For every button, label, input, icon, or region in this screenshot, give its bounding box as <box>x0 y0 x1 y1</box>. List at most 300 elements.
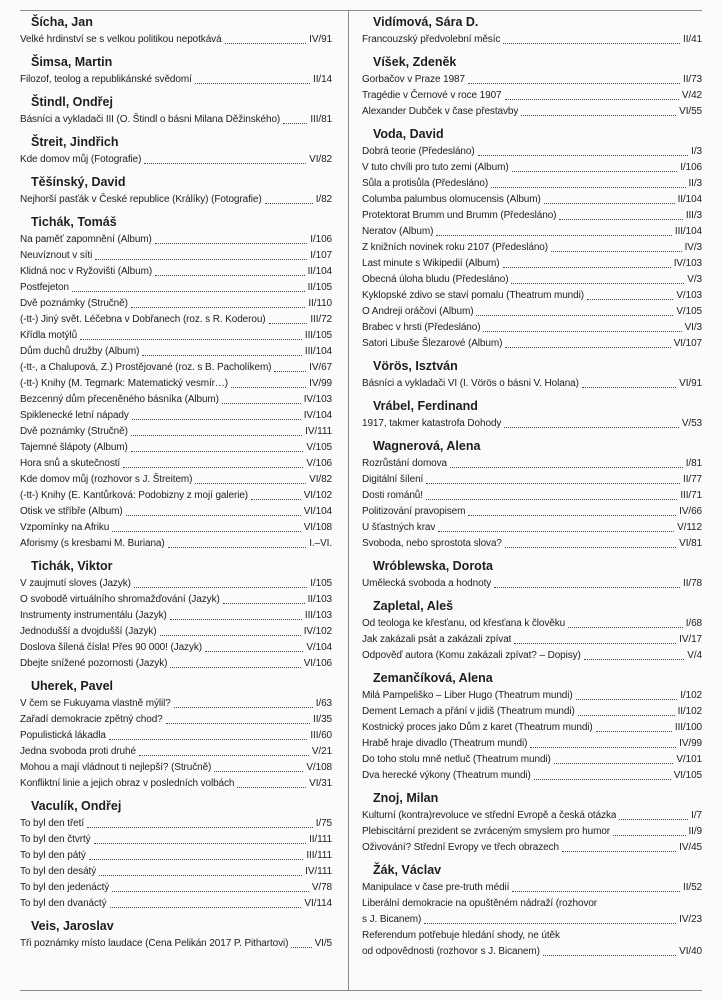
entry-ref: IV/67 <box>309 362 332 373</box>
dot-leader <box>195 483 306 484</box>
entry-ref: II/3 <box>688 178 702 189</box>
entry-ref: VI/81 <box>679 538 702 549</box>
entry-title: To byl den desátý <box>20 866 97 877</box>
entry-ref: V/42 <box>681 90 702 101</box>
author-name: Voda, David <box>373 127 444 141</box>
dot-leader <box>168 547 307 548</box>
dot-leader <box>155 275 305 276</box>
index-entry <box>362 824 702 840</box>
dot-leader <box>424 923 676 924</box>
index-entry <box>20 328 332 344</box>
entry-ref: II/52 <box>683 882 702 893</box>
dot-leader <box>438 531 674 532</box>
author-name: Vaculík, Ondřej <box>31 799 122 813</box>
dot-leader <box>511 283 684 284</box>
index-entry <box>362 768 702 784</box>
entry-ref: I/63 <box>315 698 332 709</box>
entry-ref: IV/3 <box>684 242 702 253</box>
entry-title: To byl den čtvrtý <box>20 834 91 845</box>
index-entry <box>362 840 702 856</box>
dot-leader <box>476 315 673 316</box>
index-entry <box>20 312 332 328</box>
entry-ref: V/105 <box>676 306 702 317</box>
author-section <box>20 175 332 208</box>
dot-leader <box>155 243 307 244</box>
entry-ref: III/103 <box>304 610 332 621</box>
entry-title: Doslova šílená čísla! Přes 90 000! (Jazyk) <box>20 642 202 653</box>
entry-title: Z knižních novinek roku 2107 (Předesláno) <box>362 242 549 253</box>
index-entry <box>362 72 702 88</box>
author-name: Uherek, Pavel <box>31 679 113 693</box>
author-name: Zemančíková, Alena <box>373 671 493 685</box>
dot-leader <box>436 235 672 236</box>
index-entry <box>362 144 702 160</box>
index-entry <box>362 456 702 472</box>
dot-leader <box>619 819 688 820</box>
index-entry <box>20 232 332 248</box>
entry-ref: I/107 <box>310 250 332 261</box>
entry-title: Dům duchů družby (Album) <box>20 346 140 357</box>
entry-title: Básníci a vykladači VI (I. Vörös o básni V. Holana) <box>362 378 579 389</box>
index-entry <box>20 696 332 712</box>
entry-ref: V/105 <box>306 442 332 453</box>
author-name: Štreit, Jindřich <box>31 135 119 149</box>
entry-ref: V/112 <box>677 522 702 533</box>
dot-leader <box>89 859 304 860</box>
entry-ref: VI/107 <box>673 338 702 349</box>
dot-leader <box>174 707 313 708</box>
author-section <box>362 15 702 48</box>
entry-ref: IV/99 <box>309 378 332 389</box>
entry-ref: V/4 <box>687 650 702 661</box>
dot-leader <box>554 763 674 764</box>
index-entry <box>20 248 332 264</box>
entry-ref: IV/91 <box>309 34 332 45</box>
index-entry <box>362 808 702 824</box>
author-name: Šimsa, Martin <box>31 55 113 69</box>
dot-leader <box>568 627 683 628</box>
entry-ref: I/7 <box>691 810 702 821</box>
entry-title: Satori Libuše Šlezarové (Album) <box>362 338 503 349</box>
entry-ref: I/106 <box>680 162 702 173</box>
dot-leader <box>170 667 300 668</box>
entry-ref: V/101 <box>676 754 702 765</box>
index-entry <box>20 360 332 376</box>
dot-leader <box>491 187 685 188</box>
entry-title: (-tt-) Jiný svět. Léčebna v Dobřanech (roz. s R. Koderou) <box>20 314 266 325</box>
dot-leader <box>251 499 301 500</box>
entry-title: Kulturní (kontra)revoluce ve střední Evropě a česká otázka <box>362 810 617 821</box>
index-entry <box>20 32 332 48</box>
index-entry <box>362 104 702 120</box>
dot-leader <box>478 155 689 156</box>
entry-ref: V/103 <box>676 290 702 301</box>
author-name: Těšínský, David <box>31 175 126 189</box>
left-column <box>20 13 332 990</box>
entry-title: Populistická lákadla <box>20 730 106 741</box>
author-section <box>20 15 332 48</box>
entry-title: V tuto chvíli pro tuto zemi (Album) <box>362 162 509 173</box>
entry-title: Oživování? Střední Evropy ve třech obrazech <box>362 842 559 853</box>
index-entry <box>20 744 332 760</box>
index-entry <box>362 704 702 720</box>
dot-leader <box>112 531 300 532</box>
index-entry <box>20 712 332 728</box>
index-entry <box>20 440 332 456</box>
author-section <box>20 215 332 552</box>
entry-title: Plebiscitární prezident se zvráceným smyslem pro humor <box>362 826 611 837</box>
entry-title: Alexander Dubček v čase přestavby <box>362 106 519 117</box>
index-entry <box>20 816 332 832</box>
author-section <box>20 799 332 912</box>
index-entry <box>20 776 332 792</box>
entry-title: Jednodušší a dvojdušší (Jazyk) <box>20 626 157 637</box>
dot-leader <box>131 307 305 308</box>
entry-title: Jak zakázali psát a zakázali zpívat <box>362 634 512 645</box>
entry-ref: I/102 <box>680 690 702 701</box>
dot-leader <box>95 259 307 260</box>
author-name: Vörös, Isztván <box>373 359 458 373</box>
entry-ref: II/35 <box>313 714 332 725</box>
author-section <box>20 55 332 88</box>
dot-leader <box>578 715 675 716</box>
index-entry <box>362 944 702 960</box>
entry-ref: V/108 <box>306 762 332 773</box>
entry-title: Bezcenný dům přeceněného básníka (Album) <box>20 394 219 405</box>
entry-title: Neratov (Album) <box>362 226 434 237</box>
entry-title: V čem se Fukuyama vlastně mýlil? <box>20 698 171 709</box>
entry-ref: V/3 <box>687 274 702 285</box>
dot-leader <box>223 603 305 604</box>
entry-title: Dvě poznámky (Stručně) <box>20 426 128 437</box>
index-entry <box>362 536 702 552</box>
dot-leader <box>222 403 301 404</box>
entry-title: U šťastných krav <box>362 522 436 533</box>
entry-title: Brabec v hrsti (Předesláno) <box>362 322 481 333</box>
dot-leader <box>468 515 676 516</box>
index-entry <box>20 848 332 864</box>
entry-title: Velké hrdinství se s velkou politikou nepotkává <box>20 34 222 45</box>
author-section <box>20 679 332 792</box>
bottom-rule <box>20 990 702 991</box>
author-name: Žák, Václav <box>373 863 442 877</box>
author-section <box>20 95 332 128</box>
author-name: Znoj, Milan <box>373 791 439 805</box>
column-divider <box>348 11 349 990</box>
entry-title: Klidná noc v Ryžovišti (Album) <box>20 266 153 277</box>
entry-ref: II/105 <box>307 282 332 293</box>
entry-ref: IV/17 <box>679 634 702 645</box>
dot-leader <box>291 947 311 948</box>
dot-leader <box>110 907 302 908</box>
entry-ref: II/103 <box>307 594 332 605</box>
entry-title: Tragédie v Černové v roce 1907 <box>362 90 502 101</box>
dot-leader <box>131 451 304 452</box>
entry-ref: VI/91 <box>679 378 702 389</box>
entry-ref: I/105 <box>310 578 332 589</box>
author-name: Víšek, Zdeněk <box>373 55 457 69</box>
dot-leader <box>582 387 676 388</box>
entry-title: Aforismy (s kresbami M. Buriana) <box>20 538 165 549</box>
entry-title: Mohou a mají vládnout ti nejlepší? (Stručně) <box>20 762 212 773</box>
index-entry <box>20 656 332 672</box>
dot-leader <box>544 203 675 204</box>
entry-title: Instrumenty instrumentálu (Jazyk) <box>20 610 167 621</box>
index-entry <box>20 392 332 408</box>
dot-leader <box>166 723 310 724</box>
entry-title: O svobodě virtuálního shromažďování (Jazyk) <box>20 594 220 605</box>
entry-title: Spiklenecké letní nápady <box>20 410 129 421</box>
entry-ref: III/60 <box>310 730 332 741</box>
entry-ref: II/104 <box>307 266 332 277</box>
entry-ref: VI/105 <box>673 770 702 781</box>
entry-continuation-line: Referendum potřebuje hledání shody, ne útěk <box>362 930 560 941</box>
author-name: Tichák, Tomáš <box>31 215 117 229</box>
entry-ref: I/68 <box>685 618 702 629</box>
author-section <box>362 791 702 856</box>
dot-leader <box>139 755 309 756</box>
index-entry <box>20 344 332 360</box>
entry-ref: IV/102 <box>303 626 332 637</box>
dot-leader <box>505 99 679 100</box>
entry-ref: VI/3 <box>684 322 702 333</box>
index-entry <box>20 296 332 312</box>
index-entry <box>362 208 702 224</box>
entry-ref: II/41 <box>683 34 702 45</box>
author-name: Tichák, Viktor <box>31 559 113 573</box>
index-entry <box>20 608 332 624</box>
entry-title: V zaujmutí sloves (Jazyk) <box>20 578 131 589</box>
entry-ref: III/105 <box>304 330 332 341</box>
entry-ref: IV/66 <box>679 506 702 517</box>
entry-title: Vzpomínky na Afriku <box>20 522 110 533</box>
author-section <box>362 559 702 592</box>
dot-leader <box>144 163 306 164</box>
dot-leader <box>576 699 678 700</box>
index-entry <box>362 472 702 488</box>
index-entry <box>362 576 702 592</box>
entry-title: To byl den dvanáctý <box>20 898 107 909</box>
dot-leader <box>530 747 676 748</box>
entry-title: Zařadí demokracie zpětný chod? <box>20 714 163 725</box>
dot-leader <box>237 787 306 788</box>
entry-title: Gorbačov v Praze 1987 <box>362 74 465 85</box>
entry-title: Politizování pravopisem <box>362 506 466 517</box>
author-section <box>362 599 702 664</box>
dot-leader <box>274 371 306 372</box>
index-entry <box>362 288 702 304</box>
dot-leader <box>584 659 685 660</box>
entry-title: 1917, takmer katastrofa Dohody <box>362 418 502 429</box>
index-entry <box>362 416 702 432</box>
entry-title: Kostnický proces jako Dům z karet (Theatrum mundi) <box>362 722 593 733</box>
entry-ref: VI/82 <box>309 474 332 485</box>
dot-leader <box>504 427 679 428</box>
index-entry <box>362 504 702 520</box>
entry-title: (-tt-, a Chalupová, Z.) Prostějované (roz. s B. Pacholíkem) <box>20 362 272 373</box>
entry-ref: II/9 <box>688 826 702 837</box>
author-name: Vidímová, Sára D. <box>373 15 479 29</box>
entry-ref: V/106 <box>306 458 332 469</box>
index-entry <box>20 832 332 848</box>
entry-ref: VI/55 <box>679 106 702 117</box>
index-entry <box>362 376 702 392</box>
entry-title: Dobrá teorie (Předesláno) <box>362 146 475 157</box>
dot-leader <box>521 115 676 116</box>
author-section <box>362 671 702 784</box>
dot-leader <box>503 43 680 44</box>
entry-title: To byl den třetí <box>20 818 84 829</box>
entry-ref: IV/103 <box>673 258 702 269</box>
entry-ref: V/78 <box>311 882 332 893</box>
entry-title: Obecná úloha bludu (Předesláno) <box>362 274 509 285</box>
entry-ref: I/75 <box>315 818 332 829</box>
dot-leader <box>543 955 676 956</box>
dot-leader <box>596 731 672 732</box>
entry-title: O Andreji oráčovi (Album) <box>362 306 474 317</box>
dot-leader <box>142 355 302 356</box>
entry-ref: I/106 <box>310 234 332 245</box>
dot-leader <box>205 651 303 652</box>
dot-leader <box>426 499 677 500</box>
index-entry <box>362 192 702 208</box>
index-entry <box>362 88 702 104</box>
index-entry <box>362 520 702 536</box>
index-entry <box>20 864 332 880</box>
author-name: Wagnerová, Alena <box>373 439 481 453</box>
index-entry <box>362 688 702 704</box>
index-entry <box>20 152 332 168</box>
index-entry <box>362 912 702 928</box>
author-section <box>362 359 702 392</box>
entry-title: Dement Lemach a přání v jidiš (Theatrum mundi) <box>362 706 575 717</box>
author-name: Štindl, Ondřej <box>31 95 113 109</box>
index-entry <box>20 280 332 296</box>
author-name: Vrábel, Ferdinand <box>373 399 478 413</box>
dot-leader <box>534 779 671 780</box>
entry-title: Kde domov můj (rozhovor s J. Štreitem) <box>20 474 193 485</box>
entry-ref: III/111 <box>306 850 332 861</box>
entry-ref: II/111 <box>309 834 332 845</box>
dot-leader <box>426 483 680 484</box>
dot-leader <box>265 203 313 204</box>
index-entry <box>20 536 332 552</box>
index-entry <box>362 616 702 632</box>
index-entry <box>20 424 332 440</box>
entry-ref: III/72 <box>310 314 332 325</box>
author-name: Wróblewska, Dorota <box>373 559 493 573</box>
dot-leader <box>87 827 313 828</box>
entry-ref: III/3 <box>685 210 702 221</box>
index-entry <box>362 720 702 736</box>
entry-title: Svoboda, nebo sprostota slova? <box>362 538 502 549</box>
entry-ref: II/78 <box>683 578 702 589</box>
entry-ref: II/73 <box>683 74 702 85</box>
author-section <box>20 559 332 672</box>
index-entry <box>20 896 332 912</box>
entry-title: Hrabě hraje divadlo (Theatrum mundi) <box>362 738 528 749</box>
dot-leader <box>94 843 307 844</box>
index-entry <box>362 336 702 352</box>
author-section <box>362 55 702 120</box>
entry-ref: VI/106 <box>303 658 332 669</box>
entry-ref: III/81 <box>310 114 332 125</box>
dot-leader <box>160 635 301 636</box>
index-entry <box>362 224 702 240</box>
dot-leader <box>112 891 309 892</box>
dot-leader <box>483 331 681 332</box>
entry-title: Tři poznámky místo laudace (Cena Pelikán 2017 P. Pithartovi) <box>20 938 289 949</box>
entry-title: Postfejeton <box>20 282 69 293</box>
dot-leader <box>131 435 302 436</box>
index-entry <box>20 576 332 592</box>
entry-ref: II/104 <box>677 194 702 205</box>
dot-leader <box>99 875 302 876</box>
entry-ref: VI/114 <box>304 898 332 909</box>
dot-leader <box>512 891 680 892</box>
entry-title: Jedna svoboda proti druhé <box>20 746 136 757</box>
dot-leader <box>214 771 303 772</box>
index-entry <box>362 752 702 768</box>
index-entry <box>20 592 332 608</box>
entry-title: Columba palumbus olomucensis (Album) <box>362 194 541 205</box>
dot-leader <box>512 171 678 172</box>
author-section <box>362 127 702 352</box>
dot-leader <box>126 515 301 516</box>
index-entry <box>362 32 702 48</box>
entry-title: Last minute s Wikipedií (Album) <box>362 258 500 269</box>
entry-continuation-line: Liberální demokracie na opuštěném nádraží (rozhovor <box>362 898 598 909</box>
entry-ref: I/81 <box>685 458 702 469</box>
dot-leader <box>551 251 682 252</box>
dot-leader <box>587 299 673 300</box>
author-name: Veis, Jaroslav <box>31 919 114 933</box>
dot-leader <box>72 291 305 292</box>
entry-ref: VI/104 <box>303 506 332 517</box>
index-entry <box>362 176 702 192</box>
entry-title: Dvě poznámky (Stručně) <box>20 298 128 309</box>
dot-leader <box>468 83 680 84</box>
dot-leader <box>559 219 682 220</box>
author-section <box>362 399 702 432</box>
dot-leader <box>195 83 310 84</box>
entry-title: Protektorat Brumm und Brumm (Předesláno) <box>362 210 557 221</box>
entry-ref: VI/82 <box>309 154 332 165</box>
index-entry <box>20 624 332 640</box>
author-name: Šícha, Jan <box>31 15 93 29</box>
dot-leader <box>134 587 307 588</box>
entry-ref: VI/108 <box>303 522 332 533</box>
entry-title: Básníci a vykladači III (O. Štindl o básni Milana Děžinského) <box>20 114 281 125</box>
dot-leader <box>505 347 670 348</box>
dot-leader <box>494 587 680 588</box>
entry-title: od odpovědnosti (rozhovor s J. Bicanem) <box>362 946 540 957</box>
index-entry <box>362 632 702 648</box>
author-section <box>20 919 332 952</box>
entry-title: Francouzský předvolební měsíc <box>362 34 501 45</box>
index-entry <box>362 160 702 176</box>
entry-ref: II/102 <box>677 706 702 717</box>
index-entry <box>20 520 332 536</box>
index-entry <box>362 240 702 256</box>
entry-title: Kde domov můj (Fotografie) <box>20 154 142 165</box>
entry-ref: III/104 <box>674 226 702 237</box>
entry-title: Dva herecké výkony (Theatrum mundi) <box>362 770 531 781</box>
entry-title: Digitální šílení <box>362 474 424 485</box>
dot-leader <box>562 851 676 852</box>
dot-leader <box>80 339 302 340</box>
entry-title: Od teologa ke křesťanu, od křesťana k člověku <box>362 618 566 629</box>
